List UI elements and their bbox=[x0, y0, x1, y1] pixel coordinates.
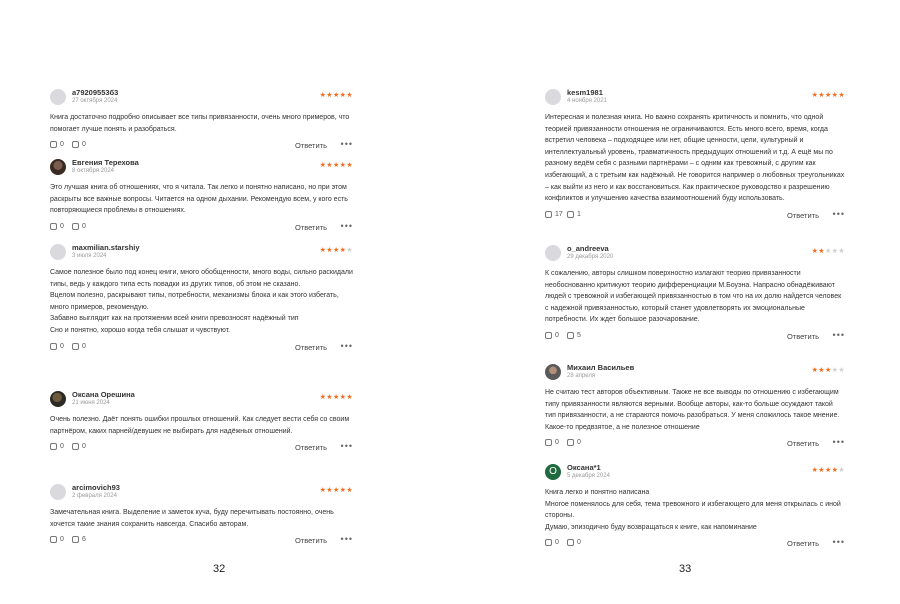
star-filled-icon: ★ bbox=[319, 394, 327, 401]
star-empty-icon: ★ bbox=[838, 467, 845, 474]
more-options-icon[interactable]: ••• bbox=[832, 329, 845, 340]
page-number: 32 bbox=[213, 563, 226, 575]
like-button[interactable] bbox=[50, 343, 64, 350]
review-date: 8 октября 2024 bbox=[72, 168, 114, 174]
review-card bbox=[545, 244, 845, 344]
avatar[interactable] bbox=[545, 364, 561, 380]
star-filled-icon: ★ bbox=[838, 92, 845, 99]
star-filled-icon: ★ bbox=[332, 487, 340, 494]
like-button[interactable] bbox=[50, 223, 64, 230]
review-date: 28 апреля bbox=[567, 373, 596, 379]
star-filled-icon: ★ bbox=[326, 247, 333, 254]
review-actions bbox=[50, 441, 353, 455]
reply-button[interactable]: Ответить bbox=[786, 539, 819, 549]
star-empty-icon: ★ bbox=[838, 367, 845, 374]
reply-button[interactable]: Ответить bbox=[294, 342, 327, 352]
dislike-count: 0 bbox=[82, 222, 86, 230]
reply-button[interactable]: Ответить bbox=[294, 141, 327, 151]
star-filled-icon: ★ bbox=[811, 367, 819, 374]
user-icon bbox=[545, 89, 561, 105]
rating-stars bbox=[812, 91, 845, 99]
like-count: 17 bbox=[555, 210, 563, 218]
review-header bbox=[50, 158, 353, 176]
reply-button[interactable]: Ответить bbox=[786, 210, 819, 220]
star-filled-icon: ★ bbox=[824, 467, 832, 474]
review-card bbox=[50, 158, 353, 235]
more-options-icon[interactable]: ••• bbox=[340, 220, 353, 231]
like-count: 0 bbox=[555, 439, 559, 447]
thumb-down-icon bbox=[567, 539, 574, 546]
dislike-count: 1 bbox=[577, 210, 581, 218]
thumb-up-icon bbox=[50, 536, 57, 543]
dislike-button[interactable] bbox=[72, 536, 86, 543]
review-author[interactable]: arcimovich93 bbox=[72, 483, 120, 492]
review-header bbox=[50, 243, 353, 261]
thumb-down-icon bbox=[567, 332, 574, 339]
review-actions bbox=[545, 330, 845, 344]
like-count: 0 bbox=[60, 443, 64, 451]
star-filled-icon: ★ bbox=[326, 162, 333, 169]
rating-stars bbox=[812, 366, 845, 374]
avatar[interactable] bbox=[50, 391, 66, 407]
dislike-button[interactable] bbox=[72, 443, 86, 450]
thumb-up-icon bbox=[545, 332, 552, 339]
review-text: К сожалению, авторы слишком поверхностно излагают теорию привязанности необоснованно критикуют теорию дифференциации М.Боуэна. Напрасно обнадёживают людей с тревожной и избегающей привязанностью в том что на их долю найдется человек с надежной привязанностью, который станет удовлетворять их эмоциональные потребности. Их ждет большое разочарование. bbox=[545, 270, 842, 324]
review-author[interactable]: Оксана*1 bbox=[567, 463, 601, 472]
reply-button[interactable]: Ответить bbox=[294, 443, 327, 453]
star-filled-icon: ★ bbox=[818, 248, 825, 255]
avatar[interactable] bbox=[545, 245, 561, 261]
star-empty-icon: ★ bbox=[346, 247, 353, 254]
thumb-up-icon bbox=[545, 211, 552, 218]
like-count: 0 bbox=[555, 539, 559, 547]
user-icon bbox=[50, 159, 66, 175]
review-text: Книга достаточно подробно описывает все типы привязанности, очень много примеров, что помогает лучше понять и разобраться. bbox=[50, 114, 350, 133]
review-header bbox=[545, 88, 845, 106]
star-filled-icon: ★ bbox=[339, 247, 347, 254]
like-count: 0 bbox=[60, 222, 64, 230]
star-filled-icon: ★ bbox=[346, 162, 353, 169]
user-icon bbox=[50, 484, 66, 500]
star-filled-icon: ★ bbox=[319, 162, 327, 169]
avatar[interactable] bbox=[545, 464, 561, 480]
more-options-icon[interactable]: ••• bbox=[832, 537, 845, 548]
rating-stars bbox=[812, 466, 845, 474]
dislike-count: 0 bbox=[82, 443, 86, 451]
like-count: 0 bbox=[60, 342, 64, 350]
dislike-button[interactable] bbox=[72, 141, 86, 148]
more-options-icon[interactable]: ••• bbox=[832, 437, 845, 448]
user-icon bbox=[50, 89, 66, 105]
review-card bbox=[545, 88, 845, 223]
dislike-button[interactable] bbox=[567, 211, 581, 218]
review-header bbox=[50, 88, 353, 106]
reply-button[interactable]: Ответить bbox=[294, 222, 327, 232]
thumb-down-icon bbox=[72, 223, 79, 230]
review-actions bbox=[545, 537, 845, 551]
review-text: Интересная и полезная книга. Но важно сохранять критичность и помнить, что одной теорией привязанности отношения не ограничиваются. Есть много всего, время, когда встретил человека – подходящее или нет, общие ценности, цели, культурный и интеллектуальный уровень, травматичность предыдущих отношений и т.д. А ещё мы по разному ведём себя с разными партнёрами – с одним как тревожный, с другим как избегающий, а с третьим как надёжный. Не говорится например о любовных треугольниках – как выйти из него и как восстановиться. Как практическое руководство к разрешению конфликтов и улучшению качества взаимоотношений буду использовать. bbox=[545, 114, 845, 203]
avatar[interactable] bbox=[50, 244, 66, 260]
star-filled-icon: ★ bbox=[339, 487, 347, 494]
avatar[interactable] bbox=[545, 89, 561, 105]
review-actions bbox=[50, 341, 353, 355]
thumb-down-icon bbox=[72, 141, 79, 148]
review-card bbox=[545, 463, 845, 551]
thumb-down-icon bbox=[567, 439, 574, 446]
more-options-icon[interactable]: ••• bbox=[340, 441, 353, 452]
review-date: 29 декабря 2020 bbox=[567, 254, 614, 260]
rating-stars bbox=[320, 246, 353, 254]
dislike-button[interactable] bbox=[567, 439, 581, 446]
review-text: Самое полезное было под конец книги, много обобщенности, много воды, сильно раскидали типы, ведь у каждого типа есть повадки из других типов, об этом не сказано. Вцелом полезно, раскрывают типы, потребности, механизмы блока и как этого избегать, много примеров, рекомендую. Забавно выглядит как на протяжении всей книги превозносят надёжный тип Сно и понятно, хорошо когда тебя слышат и чувствуют. bbox=[50, 269, 353, 334]
review-date: 3 июля 2024 bbox=[72, 253, 107, 259]
thumb-up-icon bbox=[50, 343, 57, 350]
review-card bbox=[50, 88, 353, 153]
user-icon bbox=[545, 364, 561, 380]
star-filled-icon: ★ bbox=[339, 162, 347, 169]
review-date: 27 октября 2024 bbox=[72, 98, 118, 104]
like-button[interactable] bbox=[545, 211, 563, 218]
review-author[interactable]: Евгения Терехова bbox=[72, 158, 139, 167]
star-empty-icon: ★ bbox=[831, 248, 839, 255]
star-filled-icon: ★ bbox=[332, 247, 340, 254]
review-card bbox=[50, 483, 353, 548]
review-author[interactable]: maxmilian.starshiy bbox=[72, 243, 140, 252]
dislike-button[interactable] bbox=[72, 223, 86, 230]
avatar[interactable] bbox=[50, 484, 66, 500]
right-page bbox=[450, 0, 900, 604]
thumb-up-icon bbox=[545, 539, 552, 546]
rating-stars bbox=[320, 486, 353, 494]
like-count: 0 bbox=[60, 141, 64, 149]
review-text: Не считаю тест авторов объективным. Также не все выводы по отношению с избегающим типу привязанности являются верными. Вообще авторы, как-то больше осуждают такой тип привязанности, а не стараются помочь разобраться. У меня сложилось такое мнение. Какое-то предвзятое, а не полезное отношение bbox=[545, 389, 840, 431]
dislike-count: 6 bbox=[82, 536, 86, 544]
star-filled-icon: ★ bbox=[818, 92, 825, 99]
thumb-down-icon bbox=[72, 443, 79, 450]
star-filled-icon: ★ bbox=[332, 394, 340, 401]
thumb-up-icon bbox=[50, 443, 57, 450]
review-header bbox=[545, 463, 845, 481]
star-filled-icon: ★ bbox=[339, 394, 347, 401]
review-text: Это лучшая книга об отношениях, что я читала. Так легко и понятно написано, но при этом раскрыты все важные вопросы. Читается на одном дыхании. Рекомендую всем, у кого есть повторяющиеся проблемы в отношениях. bbox=[50, 184, 348, 215]
review-text: Очень полезно. Даёт понять ошибки прошлых отношений. Как следует вести себя со своим партнёром, каких парней/девушек не выбирать для надёжных отношений. bbox=[50, 416, 350, 435]
review-card bbox=[50, 243, 353, 355]
review-actions bbox=[50, 139, 353, 153]
more-options-icon[interactable]: ••• bbox=[340, 340, 353, 351]
star-filled-icon: ★ bbox=[346, 394, 353, 401]
like-button[interactable] bbox=[50, 443, 64, 450]
star-empty-icon: ★ bbox=[838, 248, 845, 255]
rating-stars bbox=[320, 161, 353, 169]
star-filled-icon: ★ bbox=[831, 92, 839, 99]
review-date: 4 ноября 2021 bbox=[567, 98, 607, 104]
review-date: 21 июня 2024 bbox=[72, 400, 110, 406]
more-options-icon[interactable]: ••• bbox=[832, 208, 845, 219]
avatar[interactable] bbox=[50, 89, 66, 105]
review-text: Замечательная книга. Выделение и заметок куча, буду перечитывать постоянно, очень хочется такие знания сохранить навсегда. Спасибо авторам. bbox=[50, 509, 334, 528]
dislike-button[interactable] bbox=[567, 539, 581, 546]
dislike-count: 0 bbox=[82, 141, 86, 149]
more-options-icon[interactable]: ••• bbox=[340, 139, 353, 150]
dislike-button[interactable] bbox=[72, 343, 86, 350]
review-author[interactable]: kesm1981 bbox=[567, 88, 603, 97]
review-header bbox=[50, 390, 353, 408]
review-author[interactable]: o_andreeva bbox=[567, 244, 609, 253]
thumb-down-icon bbox=[567, 211, 574, 218]
user-icon bbox=[545, 245, 561, 261]
star-filled-icon: ★ bbox=[332, 162, 340, 169]
thumb-down-icon bbox=[72, 343, 79, 350]
like-count: 0 bbox=[60, 536, 64, 544]
reply-button[interactable]: Ответить bbox=[294, 536, 327, 546]
like-button[interactable] bbox=[545, 439, 559, 446]
star-filled-icon: ★ bbox=[319, 247, 327, 254]
star-empty-icon: ★ bbox=[831, 367, 839, 374]
review-author[interactable]: Михаил Васильев bbox=[567, 363, 635, 372]
star-filled-icon: ★ bbox=[339, 92, 347, 99]
star-empty-icon: ★ bbox=[824, 248, 832, 255]
like-button[interactable] bbox=[545, 539, 559, 546]
reply-button[interactable]: Ответить bbox=[786, 439, 819, 449]
rating-stars bbox=[812, 247, 845, 255]
dislike-count: 5 bbox=[577, 331, 581, 339]
dislike-count: 0 bbox=[577, 439, 581, 447]
star-filled-icon: ★ bbox=[319, 92, 327, 99]
star-filled-icon: ★ bbox=[346, 92, 353, 99]
review-author[interactable]: Оксана Орешина bbox=[72, 390, 135, 399]
review-actions bbox=[545, 209, 845, 223]
star-filled-icon: ★ bbox=[811, 248, 819, 255]
review-author[interactable]: a79209553б3 bbox=[72, 88, 119, 97]
thumb-up-icon bbox=[545, 439, 552, 446]
like-count: 0 bbox=[555, 331, 559, 339]
review-card bbox=[50, 390, 353, 455]
star-filled-icon: ★ bbox=[811, 467, 819, 474]
rating-stars bbox=[320, 393, 353, 401]
thumb-up-icon bbox=[50, 223, 57, 230]
star-filled-icon: ★ bbox=[818, 367, 825, 374]
star-filled-icon: ★ bbox=[326, 92, 333, 99]
star-filled-icon: ★ bbox=[319, 487, 327, 494]
star-filled-icon: ★ bbox=[818, 467, 825, 474]
more-options-icon[interactable]: ••• bbox=[340, 534, 353, 545]
thumb-up-icon bbox=[50, 141, 57, 148]
avatar[interactable] bbox=[50, 159, 66, 175]
review-actions bbox=[50, 221, 353, 235]
star-filled-icon: ★ bbox=[824, 92, 832, 99]
user-icon bbox=[50, 244, 66, 260]
review-card bbox=[545, 363, 845, 451]
star-filled-icon: ★ bbox=[326, 487, 333, 494]
thumb-down-icon bbox=[72, 536, 79, 543]
star-filled-icon: ★ bbox=[831, 467, 839, 474]
star-filled-icon: ★ bbox=[824, 367, 832, 374]
reply-button[interactable]: Ответить bbox=[786, 331, 819, 341]
like-button[interactable] bbox=[50, 536, 64, 543]
review-header bbox=[50, 483, 353, 501]
like-button[interactable] bbox=[545, 332, 559, 339]
review-header bbox=[545, 363, 845, 381]
star-filled-icon: ★ bbox=[346, 487, 353, 494]
dislike-count: 0 bbox=[577, 539, 581, 547]
review-text: Книга легко и понятно написана Многое поменялось для себя, тема тревожного и избегающего для меня открылась с иной стороны. Думаю, эпизодично буду возвращаться к книге, как напоминание bbox=[545, 489, 841, 531]
review-date: 2 февраля 2024 bbox=[72, 493, 117, 499]
like-button[interactable] bbox=[50, 141, 64, 148]
rating-stars bbox=[320, 91, 353, 99]
avatar-letter: O bbox=[549, 466, 557, 477]
review-actions bbox=[545, 437, 845, 451]
dislike-button[interactable] bbox=[567, 332, 581, 339]
star-filled-icon: ★ bbox=[326, 394, 333, 401]
dislike-count: 0 bbox=[82, 342, 86, 350]
review-header bbox=[545, 244, 845, 262]
star-filled-icon: ★ bbox=[811, 92, 819, 99]
user-icon bbox=[50, 391, 66, 407]
review-actions bbox=[50, 534, 353, 548]
star-filled-icon: ★ bbox=[332, 92, 340, 99]
page-number: 33 bbox=[679, 563, 692, 575]
review-date: 5 декабря 2024 bbox=[567, 473, 610, 479]
